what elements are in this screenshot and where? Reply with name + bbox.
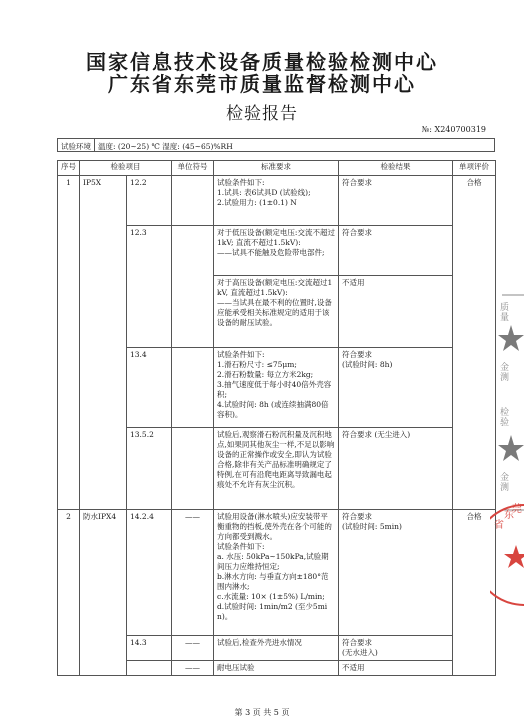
row-clause: 13.5.2 (127, 428, 172, 510)
row-result: 符合要求 (试验时间: 5min) (339, 510, 453, 636)
col-header-requirement: 标准要求 (214, 161, 339, 176)
row-unit (172, 428, 214, 510)
row-clause: 14.3 (127, 636, 172, 661)
inspection-table (57, 160, 496, 676)
environment-value: 温度: (20~25) ℃ 湿度: (45~65)%RH (98, 142, 233, 151)
svg-text:东: 东 (504, 510, 514, 521)
row-result: 符合要求 (339, 226, 453, 276)
svg-text:检: 检 (500, 408, 510, 418)
table-header-row (58, 161, 496, 176)
col-header-no: 序号 (58, 161, 80, 176)
row-number: 2 (58, 510, 80, 676)
row-result: 不适用 (339, 661, 453, 676)
row-item: 防水IPX4 (80, 510, 127, 676)
row-unit: —— (172, 510, 214, 636)
row-requirement: 试验条件如下: 1.试具: 表6试具D (试验线); 2.试验用力: (1±0.1) N (214, 176, 339, 226)
red-seal-stamp-icon (490, 500, 524, 610)
report-title: 检验报告 (226, 104, 298, 124)
page-footer: 第 3 页 共 5 页 (234, 708, 290, 717)
row-clause: 14.2.4 (127, 510, 172, 636)
svg-text:省: 省 (494, 520, 504, 531)
row-evaluation: 合格 (453, 510, 496, 676)
svg-text:量: 量 (500, 313, 510, 323)
row-result: 符合要求 (试验时间: 8h) (339, 348, 453, 428)
row-clause (127, 661, 172, 676)
svg-text:测: 测 (500, 483, 510, 493)
seal-stamp-icon (494, 275, 524, 525)
row-requirement: 对于高压设备(额定电压:交流超过1kV, 直流超过1.5kV): ——当试具在最不利的位置时,设备应能承受相关标准规定的适用于该设备的耐压试验。 (214, 276, 339, 348)
row-requirement: 试验用设备(淋水喷头)应安装带平衡重物的挡板,使外壳在各个可能的方向都受到溅水。 试验条件如下: a. 水压: 50kPa~150kPa,试验期间压力应维持恒定; b.淋水方向: 与垂直方向±180°范围内淋水; c.水流量: 10× (1±5%) L/min; d.试验时间: 1min/m2 (至少5min)。 (214, 510, 339, 636)
row-unit (172, 226, 214, 348)
environment-label: 试验环境 (58, 139, 95, 151)
row-unit (172, 348, 214, 428)
row-requirement: 试验条件如下: 1.滑石粉尺寸: ≤75μm; 2.滑石粉数量: 每立方米2kg; 3.抽气速度低于每小时40倍外壳容积; 4.试验时间: 8h (或连续抽满80倍容积)。 (214, 348, 339, 428)
row-clause: 12.2 (127, 176, 172, 226)
row-number: 1 (58, 176, 80, 510)
row-requirement: 耐电压试验 (214, 661, 339, 676)
row-unit: —— (172, 661, 214, 676)
svg-text:金: 金 (500, 473, 510, 483)
row-item: IP5X (80, 176, 127, 510)
org-name-line1: 国家信息技术设备质量检验检测中心 (86, 50, 438, 74)
row-result: 不适用 (339, 276, 453, 348)
col-header-result: 检验结果 (339, 161, 453, 176)
row-clause: 12.3 (127, 226, 172, 348)
svg-text:测: 测 (500, 373, 510, 383)
col-header-evaluation: 单项评价 (453, 161, 496, 176)
row-evaluation: 合格 (453, 176, 496, 510)
col-header-unit: 单位符号 (172, 161, 214, 176)
row-result: 符合要求 (无尘进入) (339, 428, 453, 510)
row-requirement: 试验后,检查外壳进水情况 (214, 636, 339, 661)
test-environment (57, 138, 495, 152)
row-result: 符合要求 (339, 176, 453, 226)
row-requirement: 对于低压设备(额定电压:交流不超过1kV; 直流不超过1.5kV): ——试具不能触及危险带电部件; (214, 226, 339, 276)
table-row (58, 176, 496, 226)
col-header-item: 检验项目 (80, 161, 172, 176)
svg-text:莞: 莞 (512, 504, 522, 515)
row-clause: 13.4 (127, 348, 172, 428)
report-number: №: X240700319 (421, 125, 486, 134)
svg-text:金: 金 (500, 363, 510, 373)
row-unit (172, 176, 214, 226)
svg-text:验: 验 (500, 418, 510, 428)
row-requirement: 试验后,观察滑石粉沉积量及沉积地点,如果同其他灰尘一样,不足以影响设备的正常操作或安全,即认为试验合格,除非有关产品标准明确规定了特例,在可有沿爬电距离导致漏电起痕处不允许有灰尘沉积。 (214, 428, 339, 510)
svg-text:质: 质 (500, 303, 510, 313)
table-row (58, 510, 496, 636)
row-result: 符合要求 (无水进入) (339, 636, 453, 661)
org-name-line2: 广东省东莞市质量监督检测中心 (108, 72, 416, 96)
row-unit: —— (172, 636, 214, 661)
